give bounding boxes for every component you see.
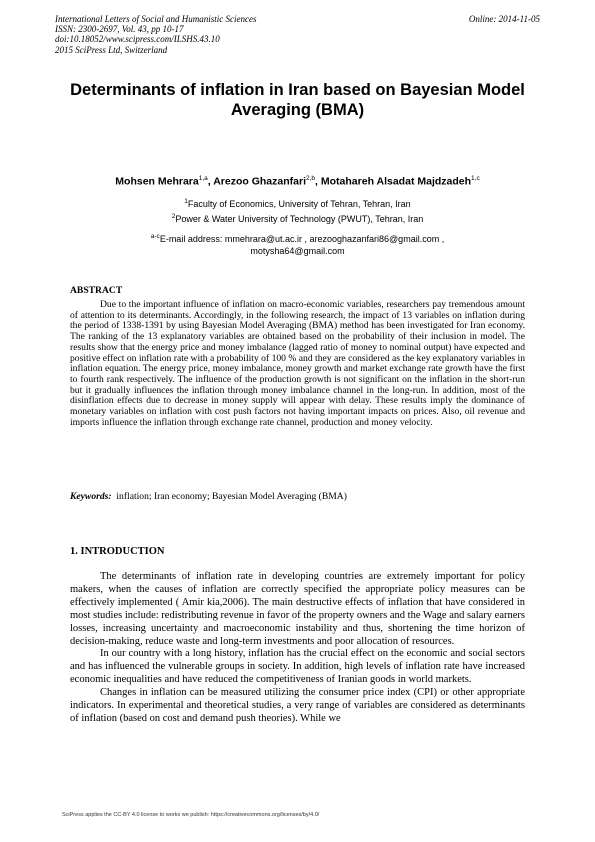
introduction-heading: 1. INTRODUCTION: [70, 546, 165, 557]
author-name: Arezoo Ghazanfari: [213, 175, 306, 188]
email-line: motysha64@gmail.com: [250, 245, 345, 256]
email-block: [55, 231, 540, 257]
author-name: Mohsen Mehrara: [115, 175, 199, 188]
author-superscript: 1,a: [198, 175, 208, 182]
paragraph: The determinants of inflation rate in developing countries are extremely important for policy makers, when the causes of inflation are correctly specified the appropriate policy measures can be effectively implemented ( Amir kia,2006). The main destructive effects of inflation that have considered in most studies include: redistributing revenue in favor of the property owners and the Wage and salary earners losses, increasing uncertainty and macroeconomic instability and thus, shortening the time horizon of decision-making, reduce waste and long-term investments and poor allocation of resources.: [70, 571, 525, 647]
affiliation-superscript: 1: [184, 198, 188, 205]
license-footer: SciPress applies the CC-BY 4.0 license to works we publish: https://creativecommons.org/licenses/by/4.0/: [62, 812, 320, 818]
keywords-label: Keywords: [70, 491, 109, 502]
affiliation: [55, 196, 540, 211]
affiliation-text: Power & Water University of Technology (PWUT), Tehran, Iran: [175, 214, 424, 224]
paragraph: Changes in inflation can be measured utilizing the consumer price index (CPI) or other appropriate indicators. In experimental and theoretical studies, a very range of variables are considered as determinants of inflation (based on cost and demand push theories). While we: [70, 687, 525, 724]
paper-title: Determinants of inflation in Iran based on Bayesian Model Averaging (BMA): [70, 81, 525, 119]
author-superscript: 2,b: [306, 175, 316, 182]
author-list: Mohsen Mehrara$^{1,a}$, Arezoo Ghazanfari$^{2,b}$, Motahareh Alsadat Majdzadeh$^{1,c}$: [115, 175, 480, 188]
author-superscript: 1,c: [471, 175, 480, 182]
affiliation: [55, 211, 540, 226]
doi-line: doi:10.18052/www.scipress.com/ILSHS.43.10: [55, 34, 220, 45]
email-line: E-mail address: mmehrara@ut.ac.ir , arezooghazanfari86@gmail.com ,: [159, 234, 445, 244]
affiliation-superscript: 2: [171, 213, 176, 220]
journal-name: International Letters of Social and Humanistic Sciences: [55, 14, 257, 24]
introduction-body: [70, 571, 525, 726]
keywords-text: inflation; Iran economy; Bayesian Model Averaging (BMA): [116, 491, 347, 502]
author-name: Motahareh Alsadat Majdzadeh: [320, 175, 472, 188]
issn-line: ISSN: 2300-2697, Vol. 43, pp 10-17: [55, 24, 184, 35]
copyright-line: 2015 SciPress Ltd, Switzerland: [55, 44, 168, 55]
keywords: Keywords: inflation; Iran economy; Bayesian Model Averaging (BMA): [70, 491, 347, 502]
paragraph: In our country with a long history, inflation has the crucial effect on the economic and social sectors and has influenced the vulnerable groups in society. In addition, high levels of inflation rate have increased economic inequalities and have reduced the competitiveness of Iranian goods in world markets.: [70, 648, 525, 686]
online-date: Online: 2014-11-05: [468, 14, 540, 24]
email-superscript: a-c: [150, 233, 160, 240]
abstract-heading: ABSTRACT: [70, 285, 123, 296]
journal-header: [55, 14, 256, 55]
abstract-text: Due to the important influence of inflation on macro-economic variables, researchers pay tremendous amount of attention to its determinants. Accordingly, in the following research, the impact of 13 variables on inflation during the period of 1338-1391 by using Bayesian Model Averaging (BMA) method has been investigated for Iran economy. The ranking of the 13 explanatory variables are obtained based on the probability of their inclusion in model. The results show that the energy price and money imbalance (lagged ratio of money to nominal output) have expected and positive effect on inflation rate with a probability of 100 % and they are considered as the key explanatory variables in inflation equation. The energy price, money imbalance, money growth and market exchange rate growth have the first to fourth rank respectively. The influence of the production growth is not significant on the inflation in the short-run but it gradually influences the inflation through money imbalance channel in the long-run. In addition, most of the disinflation effects due to decrease in money supply will appear with delay. These results imply the dominance of monetary variables on inflation with cost push factors not having important impacts on prices. Also, oil revenue and imports influence the inflation through exchange rate channel, production and money velocity.: [70, 299, 525, 428]
affiliation-text: Faculty of Economics, University of Tehran, Tehran, Iran: [187, 199, 411, 209]
